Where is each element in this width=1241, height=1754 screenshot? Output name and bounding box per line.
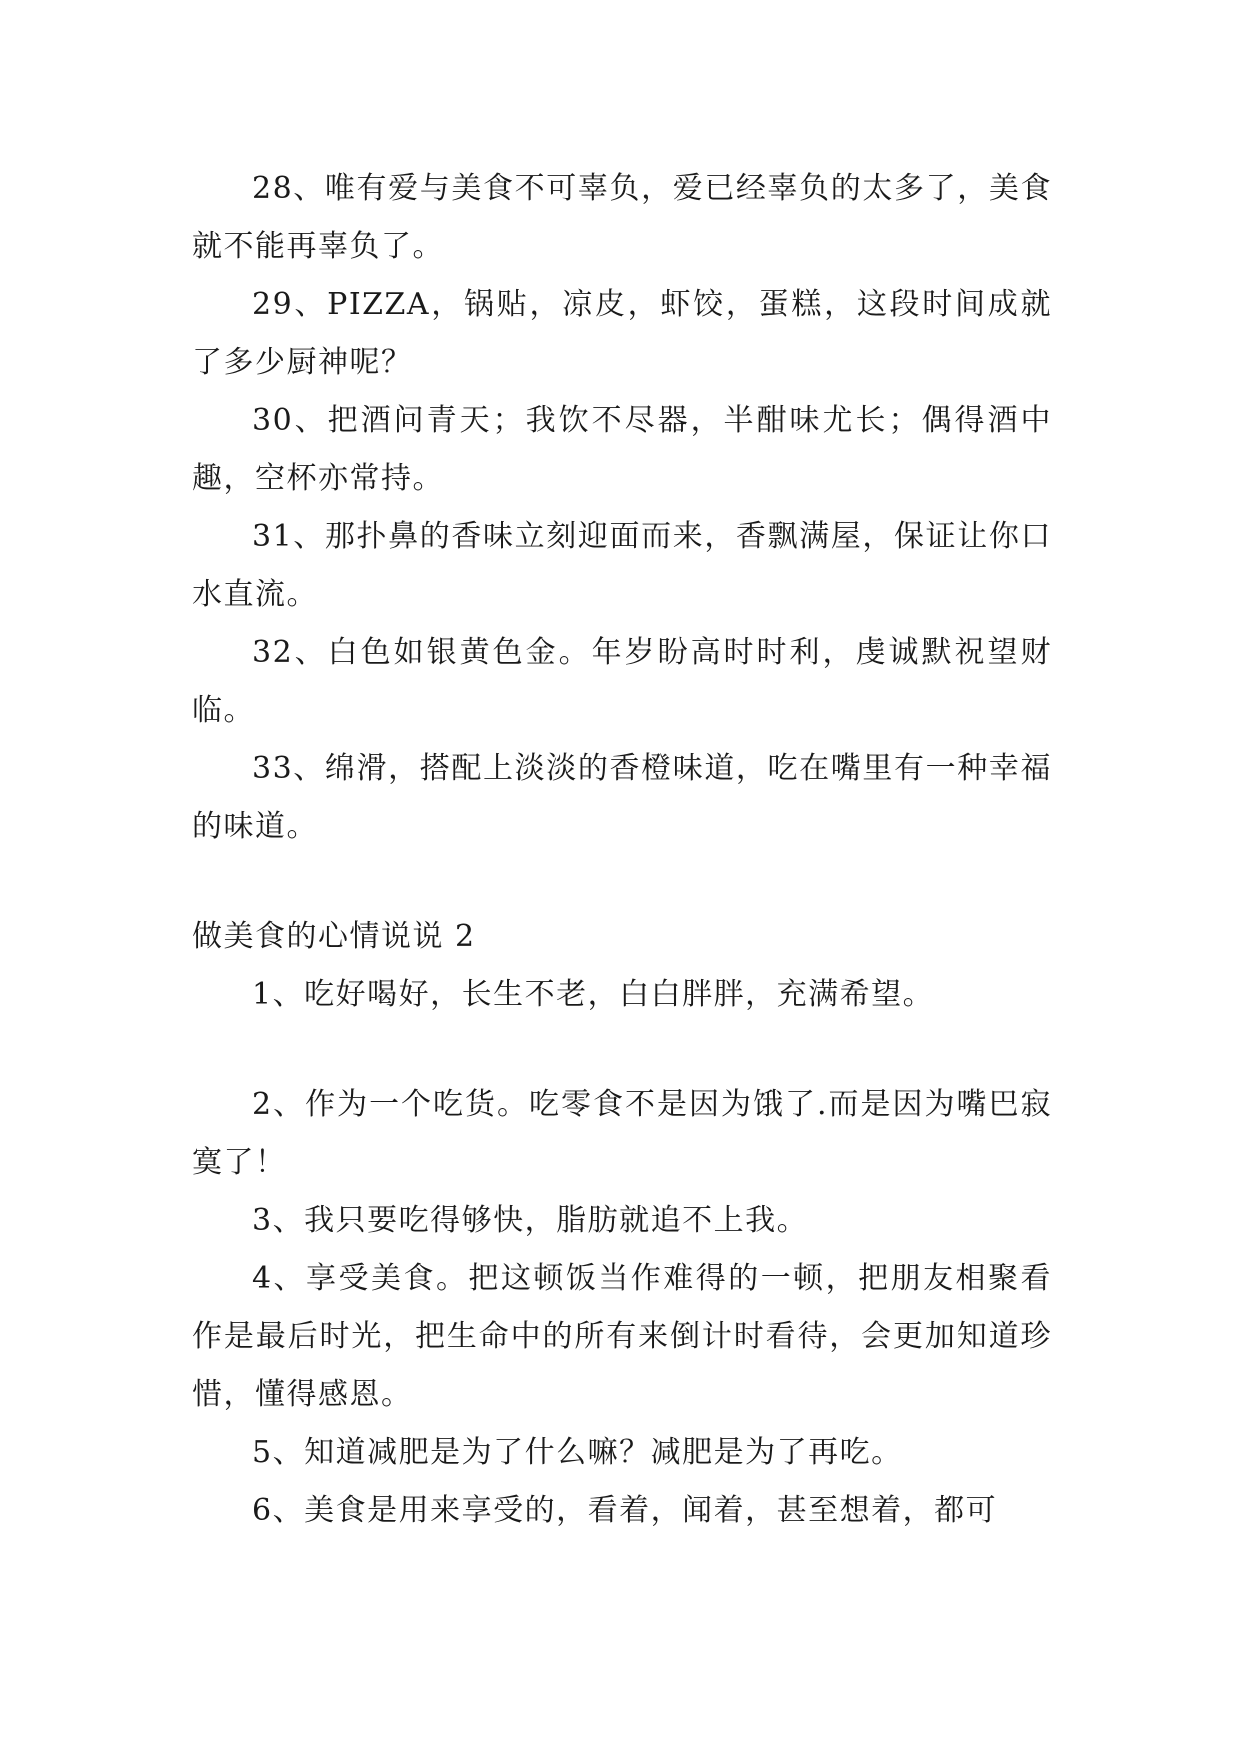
paragraph-3: 3、我只要吃得够快，脂肪就追不上我。 <box>252 1203 809 1238</box>
paragraph-6: 6、美食是用来享受的，看着，闻着，甚至想着，都可 <box>252 1493 998 1528</box>
paragraph-4: 4、享受美食。把这顿饭当作难得的一顿，把朋友相聚看作是最后时光，把生命中的所有来倒计时看待，会更加知道珍惜，懂得感恩。 <box>192 1261 1052 1412</box>
paragraph-spacer <box>192 1024 1052 1076</box>
paragraph-30: 30、把酒问青天；我饮不尽器，半酣味尤长；偶得酒中趣，空杯亦常持。 <box>192 403 1052 496</box>
paragraph-1: 1、吃好喝好，长生不老，白白胖胖，充满希望。 <box>252 977 935 1012</box>
section-heading: 做美食的心情说说 2 <box>192 919 476 954</box>
paragraph-31: 31、那扑鼻的香味立刻迎面而来，香飘满屋，保证让你口水直流。 <box>192 519 1052 612</box>
paragraph-5: 5、知道减肥是为了什么嘛？减肥是为了再吃。 <box>252 1435 903 1470</box>
paragraph-2: 2、作为一个吃货。吃零食不是因为饿了.而是因为嘴巴寂寞了！ <box>192 1087 1052 1180</box>
paragraph-28: 28、唯有爱与美食不可辜负，爱已经辜负的太多了，美食就不能再辜负了。 <box>192 171 1052 264</box>
paragraph-33: 33、绵滑，搭配上淡淡的香橙味道，吃在嘴里有一种幸福的味道。 <box>192 751 1052 844</box>
paragraph-32: 32、白色如银黄色金。年岁盼高时时利，虔诚默祝望财临。 <box>192 635 1052 728</box>
document-page <box>192 160 1052 1540</box>
paragraph-29: 29、PIZZA，锅贴，凉皮，虾饺，蛋糕，这段时间成就了多少厨神呢？ <box>192 287 1052 380</box>
section-spacer <box>192 856 1052 908</box>
